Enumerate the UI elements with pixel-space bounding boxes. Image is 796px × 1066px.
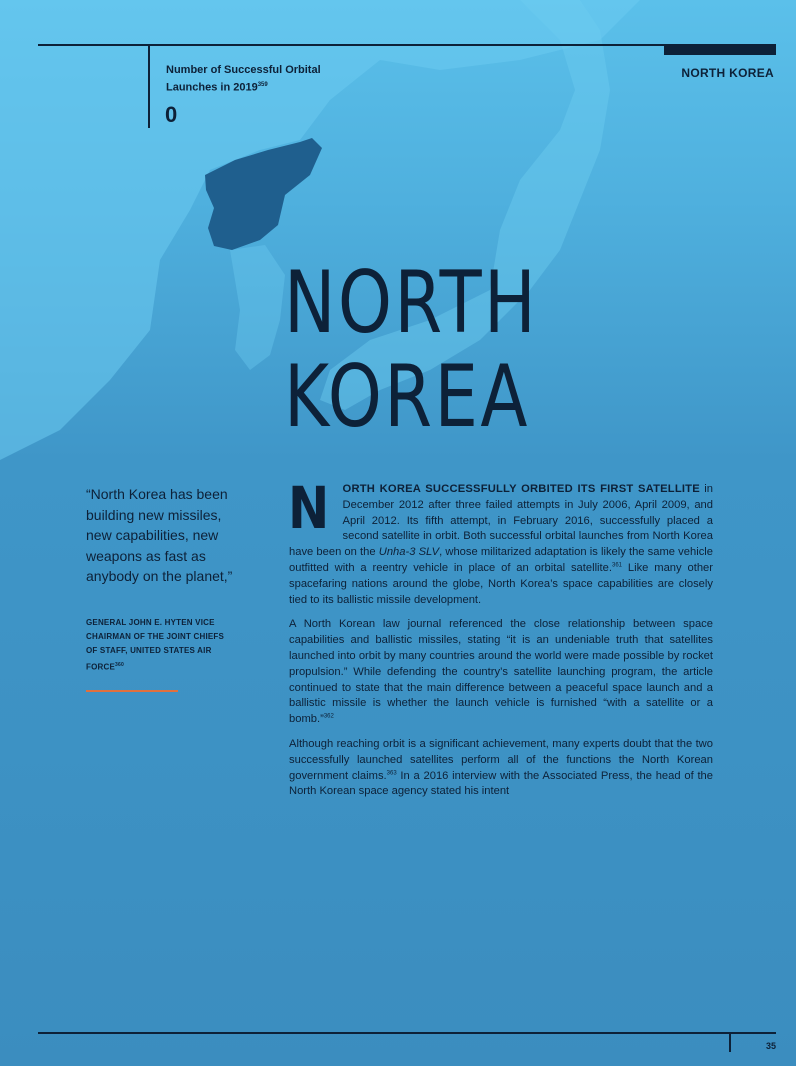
quote-attribution-text: GENERAL JOHN E. HYTEN VICE CHAIRMAN OF THE JOINT CHIEFS OF STAFF, UNITED STATES AIR FORCE [86,618,225,672]
footnote-ref: 361 [611,562,622,569]
section-label: NORTH KOREA [681,66,774,80]
map-landmass-south-korea [230,245,285,370]
stat-label-line2: Launches in 2019 [166,81,258,94]
footnote-ref: 362 [323,713,334,720]
article-paragraph-3 [289,737,713,800]
page-number: 35 [765,1041,776,1051]
article-p1-text-a: in December 2012 after three failed attempts in July 2006, April 2009, and April 2012. Its fifth attempt, in February 2016, successfully placed a second satellite in orbit. Both successful orbital launches from North Korea have been on the [289,483,713,559]
page-title [284,253,652,447]
article-p1-text-c: Like many other spacefaring nations around the globe, North Korea’s space capabilities are closely tied to its ballistic missile development. [289,561,713,606]
page-title-line1: NORTH [284,253,539,353]
drop-cap: N [288,474,330,542]
stat-value: 0 [165,102,178,127]
article-p3-text-a: Although reaching orbit is a significant achievement, many experts doubt that the two successfully launched satellites perform all of the functions the North Korean government claims. [289,737,713,782]
quote-attribution [86,616,236,675]
article-paragraph-1 [288,474,713,608]
pull-quote: “North Korea has been building new missiles, new capabilities, new weapons as fast as anybody on the planet,” [86,486,233,584]
stat-label-ref: 359 [257,82,268,88]
article-body [288,474,713,809]
article-p3-text-b: In a 2016 interview with the Associated Press, the head of the North Korean space agency stated his intent [289,769,713,798]
footnote-ref: 363 [386,769,397,776]
article-lead-in: ORTH KOREA SUCCESSFULLY ORBITED ITS FIRST SATELLITE [342,483,700,495]
article-p1-text-b: , whose militarized adaptation is likely the same vehicle outfitted with a reentry vehicle in place of an orbital satellite. [289,546,713,574]
page-title-line2: KOREA [284,347,530,447]
stat-label [166,63,366,96]
article-p2-text: A North Korean law journal referenced the close relationship between space capabilities and ballistic missiles, stating “it is an undeniable truth that satellites launched into orbit by many countries around the world were made possible by rocket propulsion.” While defending the country’s satellite launching program, the article continued to state that the main difference between a peaceful space launch and a ballistic missile is whether the launch vehicle is furnished “with a satellite or a bomb.” [289,618,713,726]
article-paragraph-2 [289,617,713,728]
stat-divider [148,44,150,128]
article-vehicle-name: Unha-3 SLV [378,546,440,559]
top-rule-accent [664,44,776,55]
stat-label-line1: Number of Successful Orbital [166,64,321,76]
quote-attribution-ref: 360 [115,662,124,668]
quote-accent-rule [86,690,178,692]
page-number-divider [729,1032,731,1052]
bottom-rule [38,1032,776,1034]
